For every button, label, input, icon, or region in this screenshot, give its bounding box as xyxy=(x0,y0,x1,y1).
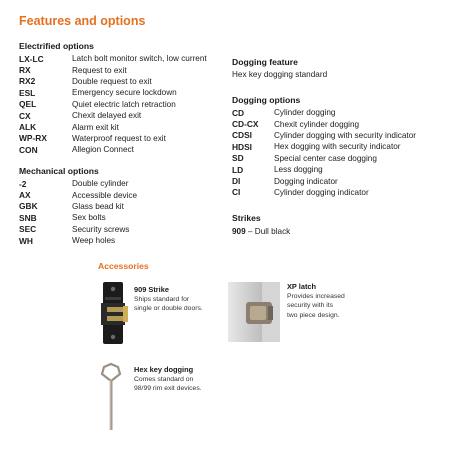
option-row xyxy=(19,87,207,98)
option-row xyxy=(232,107,416,118)
option-code: SNB xyxy=(19,212,37,223)
strike-909-name: 909 Strike xyxy=(134,285,169,294)
option-code: CD-CX xyxy=(232,119,259,130)
option-row xyxy=(19,121,207,132)
option-row xyxy=(19,212,137,223)
option-desc: Cylinder dogging indicator xyxy=(274,187,369,197)
option-code: CD xyxy=(232,107,245,118)
option-code: GBK xyxy=(19,201,38,212)
xp-latch-name: XP latch xyxy=(287,282,317,291)
mechanical-options-heading: Mechanical options xyxy=(19,166,99,176)
option-desc: Request to exit xyxy=(72,65,127,75)
option-code: SD xyxy=(232,153,244,164)
option-desc: Chexit delayed exit xyxy=(72,111,142,121)
hex-key-name: Hex key dogging xyxy=(134,365,194,374)
option-code: WP-RX xyxy=(19,133,47,144)
option-row xyxy=(232,118,416,129)
option-code: CON xyxy=(19,144,38,155)
option-code: CI xyxy=(232,187,241,198)
option-row xyxy=(19,235,137,246)
option-row xyxy=(19,133,207,144)
dogging-options-heading: Dogging options xyxy=(232,95,301,105)
option-desc: Hex dogging with security indicator xyxy=(274,142,401,152)
option-desc: Alarm exit kit xyxy=(72,122,119,132)
option-code: DI xyxy=(232,176,241,187)
option-desc: Security screws xyxy=(72,224,130,234)
option-code: -2 xyxy=(19,178,27,189)
option-row xyxy=(232,141,416,152)
xp-latch-image xyxy=(228,282,280,342)
option-row xyxy=(232,187,416,198)
option-code: LD xyxy=(232,164,244,175)
option-row xyxy=(19,99,207,110)
option-code: CX xyxy=(19,110,31,121)
option-desc: Accessible device xyxy=(72,190,138,200)
mechanical-options-list xyxy=(19,178,137,246)
option-desc: Cylinder dogging with security indicator xyxy=(274,130,416,140)
option-row xyxy=(19,110,207,121)
dogging-feature-heading: Dogging feature xyxy=(232,57,298,67)
option-code: RX xyxy=(19,65,31,76)
option-code: AX xyxy=(19,190,31,201)
option-row xyxy=(19,178,137,189)
hex-key-image xyxy=(94,362,128,432)
page-title: Features and options xyxy=(19,14,146,28)
option-row xyxy=(19,64,207,75)
option-desc: Less dogging xyxy=(274,165,323,175)
option-desc: Special center case dogging xyxy=(274,153,377,163)
option-row xyxy=(19,201,137,212)
option-desc: Latch bolt monitor switch, low current xyxy=(72,54,207,64)
option-row xyxy=(19,224,137,235)
electrified-options-list xyxy=(19,53,207,156)
option-code: WH xyxy=(19,235,33,246)
option-desc: Chexit cylinder dogging xyxy=(274,119,360,129)
option-code: HDSI xyxy=(232,141,253,152)
option-desc: Sex bolts xyxy=(72,213,106,223)
strike-code: 909 xyxy=(232,227,246,236)
option-row xyxy=(19,53,207,64)
option-code: QEL xyxy=(19,99,37,110)
option-desc: Glass bead kit xyxy=(72,201,124,211)
option-row xyxy=(19,189,137,200)
hex-key-desc: Comes standard on 98/99 rim exit devices. xyxy=(134,376,202,393)
option-row xyxy=(232,164,416,175)
option-row xyxy=(232,130,416,141)
option-desc: Double request to exit xyxy=(72,76,152,86)
strike-finish: – Dull black xyxy=(245,227,291,236)
strikes-heading: Strikes xyxy=(232,213,261,223)
option-row xyxy=(232,153,416,164)
option-row xyxy=(19,76,207,87)
accessories-heading: Accessories xyxy=(98,261,149,271)
strike-909-image xyxy=(99,281,129,345)
option-desc: Weep holes xyxy=(72,236,116,246)
option-code: ALK xyxy=(19,122,37,133)
option-desc: Cylinder dogging xyxy=(274,108,336,118)
option-desc: Double cylinder xyxy=(72,179,129,189)
option-desc: Allegion Connect xyxy=(72,145,134,155)
strikes-line xyxy=(232,227,290,236)
dogging-options-list xyxy=(232,107,416,198)
option-desc: Emergency secure lockdown xyxy=(72,88,177,98)
option-code: RX2 xyxy=(19,76,36,87)
dogging-feature-text: Hex key dogging standard xyxy=(232,70,328,79)
xp-latch-desc: Provides increased security with its two piece design. xyxy=(287,293,345,319)
option-code: LX-LC xyxy=(19,53,44,64)
option-row xyxy=(232,175,416,186)
option-code: ESL xyxy=(19,87,36,98)
option-row xyxy=(19,144,207,155)
electrified-options-heading: Electrified options xyxy=(19,41,94,51)
strike-909-desc: Ships standard for single or double doors. xyxy=(134,296,203,313)
option-desc: Waterproof request to exit xyxy=(72,133,166,143)
option-code: SEC xyxy=(19,224,37,235)
option-code: CDSI xyxy=(232,130,253,141)
option-desc: Quiet electric latch retraction xyxy=(72,99,176,109)
option-desc: Dogging indicator xyxy=(274,176,338,186)
